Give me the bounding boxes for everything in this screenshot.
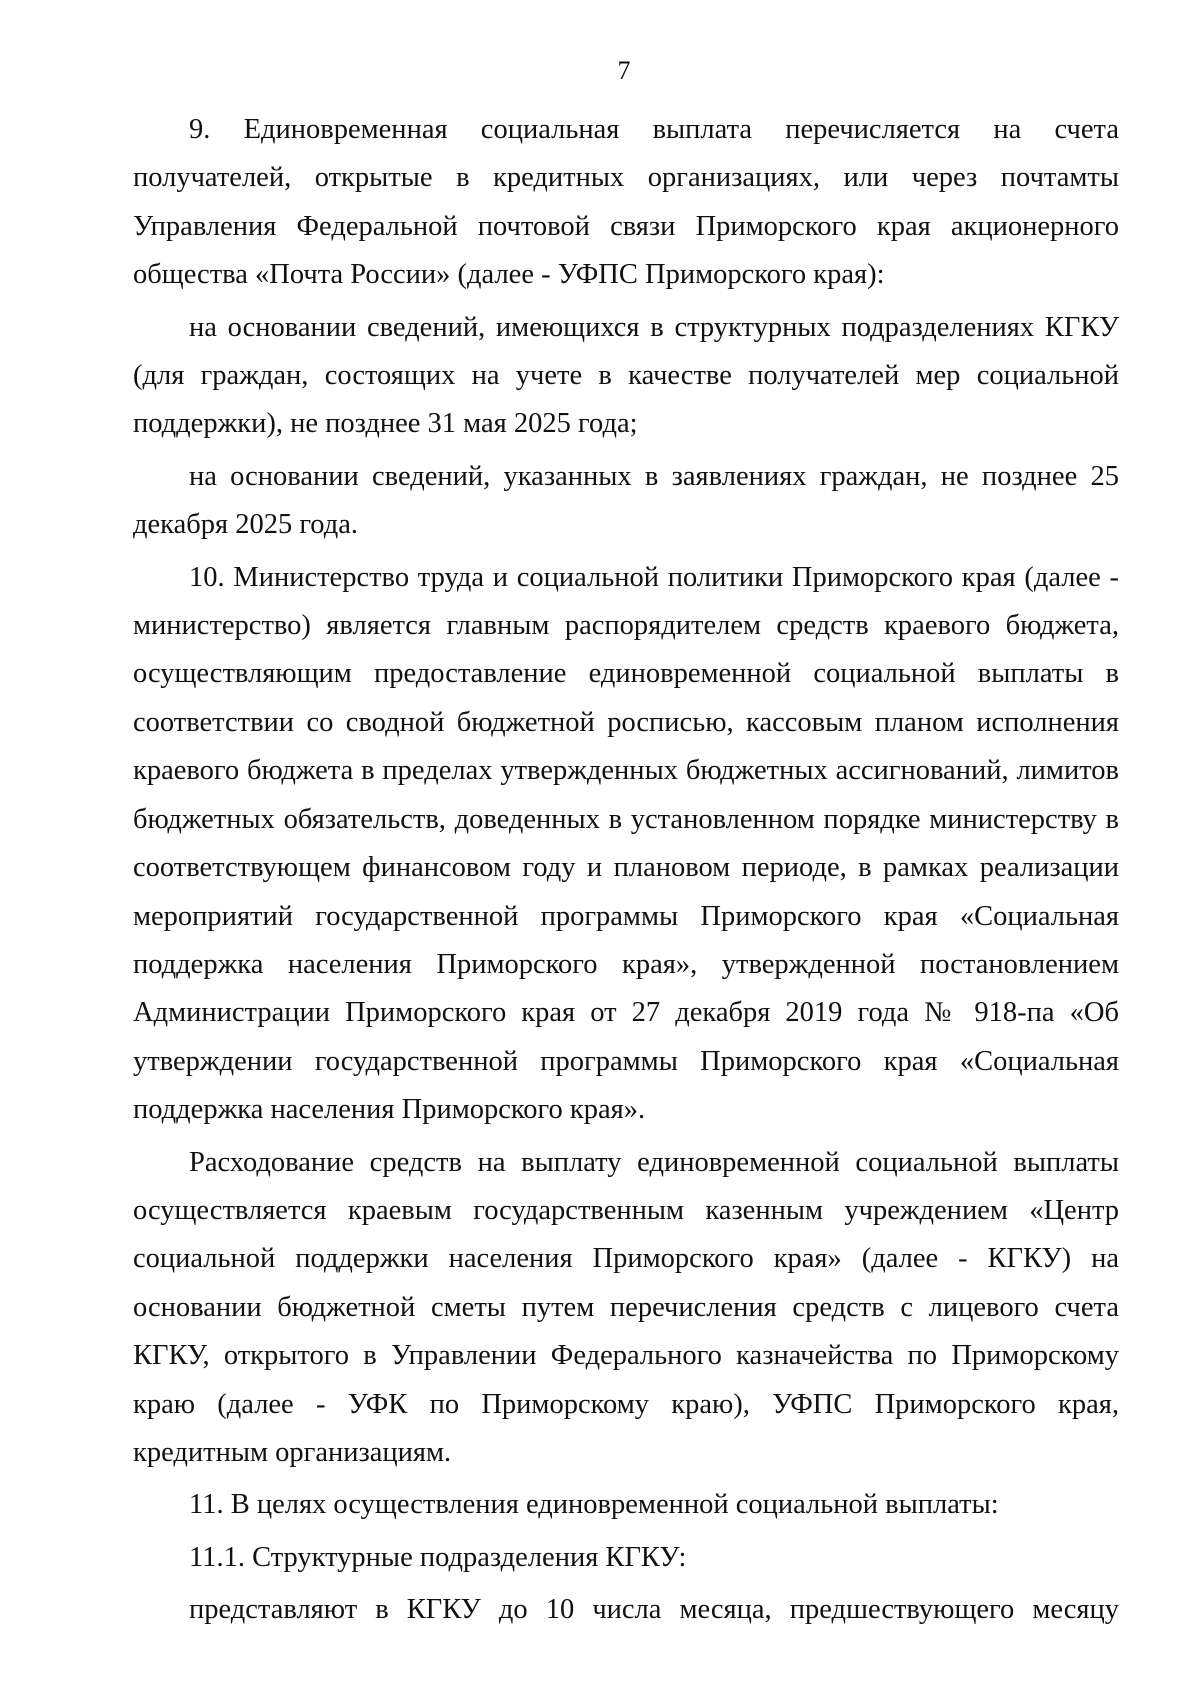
- paragraph-11: 11. В целях осуществления единовременной социальной выплаты:: [189, 1489, 999, 1521]
- paragraph-10-expenditure: Расходование средств на выплату единовременной социальной выплаты осуществляется краевым государственным казенным учреждением «Центр социальной поддержки населения Приморского края» (далее - КГКУ) на основании бюджетной сметы путем перечисления средств с лицевого счета КГКУ, открытого в Управлении Федерального казначейства по Приморскому краю (далее - УФК по Приморскому краю), УФПС Приморского края, кредитным организациям.: [133, 1146, 1119, 1468]
- paragraph-11-1: 11.1. Структурные подразделения КГКУ:: [189, 1541, 687, 1573]
- paragraph-9-item-2: на основании сведений, указанных в заявлениях граждан, не позднее 25 декабря 2025 года.: [133, 460, 1119, 541]
- paragraph-10: 10. Министерство труда и социальной политики Приморского края (далее - министерство) является главным распорядителем средств краевого бюджета, осуществляющим предоставление единовременной социальной выплаты в соответствии со сводной бюджетной росписью, кассовым планом исполнения краевого бюджета в пределах утвержденных бюджетных ассигнований, лимитов бюджетных обязательств, доведенных в установленном порядке министерству в соответствующем финансовом году и плановом периоде, в рамках реализации мероприятий государственной программы Приморского края «Социальная поддержка населения Приморского края», утвержденной постановлением Администрации Приморского края от 27 декабря 2019 года № 918-па «Об утверждении государственной программы Приморского края «Социальная поддержка населения Приморского края».: [133, 561, 1119, 1126]
- document-body: [133, 106, 1119, 1639]
- paragraph-9-item-1: на основании сведений, имеющихся в структурных подразделениях КГКУ (для граждан, состоящих на учете в качестве получателей мер социальной поддержки), не позднее 31 мая 2025 года;: [133, 311, 1119, 440]
- paragraph-11-1-item: представляют в КГКУ до 10 числа месяца, предшествующего месяцу: [189, 1594, 1119, 1626]
- page-number: 7: [617, 56, 631, 85]
- paragraph-9: 9. Единовременная социальная выплата перечисляется на счета получателей, открытые в кредитных организациях, или через почтамты Управления Федеральной почтовой связи Приморского края акционерного общества «Почта России» (далее - УФПС Приморского края):: [133, 114, 1119, 291]
